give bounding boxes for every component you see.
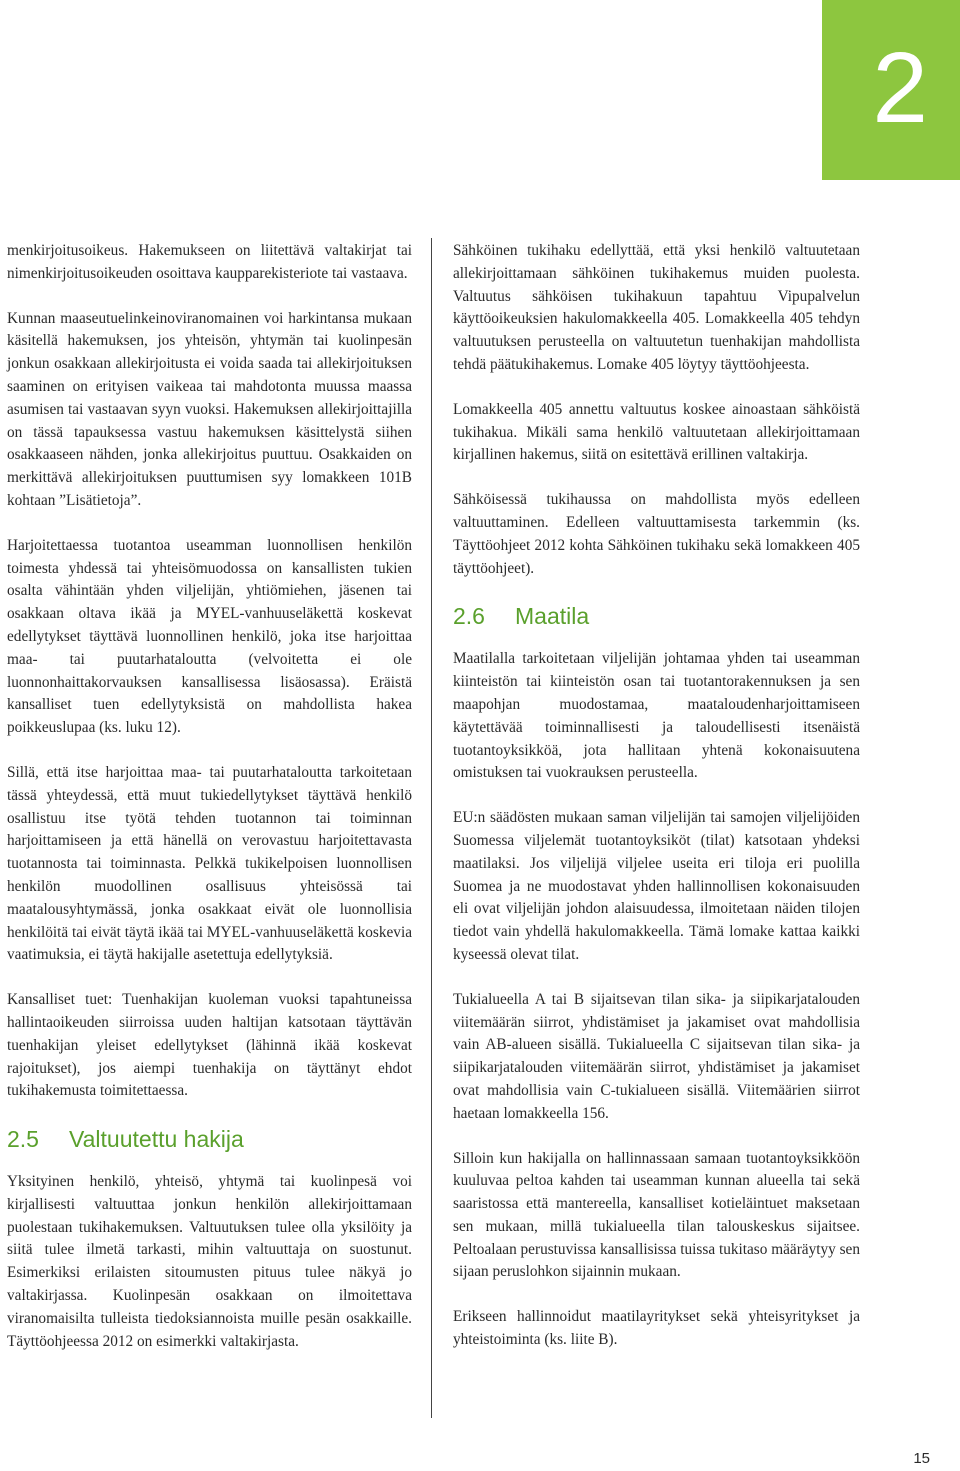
paragraph: Harjoitettaessa tuotantoa useamman luonnollisen henkilön toimesta yhdessä tai yhteisömuodossa on kansallisten tukien osalta vähintään yhden viljelijän, yhtiömiehen, jäsenen tai osakkaan oltava ikää ja MYEL-vanhuuseläkettä koskevat edellytykset täyttävä luonnollinen henkilö, joka itse harjoittaa maa- tai puutarhataloutta (velvoitetta ei ole luonnonhaittakorvauksen kansallisessa lisäosassa). Eräistä kansalliset tuen edellytyksistä on mahdollista hakea poikkeuslupaa (ks. luku 12). [7, 536, 412, 737]
paragraph: Yksityinen henkilö, yhteisö, yhtymä tai kuolinpesä voi kirjallisesti valtuuttaa jonkun henkilön allekirjoittamaan puolestaan tukihakemuksen. Valtuutuksen tulee olla yksilöity ja siitä tulee ilmetä tarkasti, mihin valtuuttaja on suostunut. Esimerkiksi erilaisten sitoumusten pituus tulee näkyä jo valtakirjassa. Kuolinpesän osakkaan on ilmoitettava viranomaisilta tulleista tiedoksiannoista muille pesän osakkaille. Täyttöohjeessa 2012 on esimerkki valtakirjasta. [7, 1173, 412, 1350]
paragraph: Tukialueella A tai B sijaitsevan tilan sika- ja siipikarjatalouden viitemäärän siirrot, yhdistämiset ja jakamiset ovat mahdollisia vain AB-alueen sisällä. Tukialueella C sijaitsevan tilan sika- ja siipikarjatalouden viitemäärän siirrot, yhdistämiset ja jakamiset ovat mahdollisia vain C-tukialueen sisällä. Viitemäärien siirrot haetaan lomakkeella 156. [453, 990, 860, 1122]
section-heading-2-6 [453, 602, 860, 630]
section-title: Maatila [515, 603, 590, 630]
paragraph: Sähköinen tukihaku edellyttää, että yksi henkilö valtuutetaan allekirjoittamaan sähköinen tukihakemus muiden puolesta. Valtuutus sähköisen tukihakuun tapahtuu Vipupalvelun käyttöoikeuksien hakulomakkeella 405. Lomakkeella 405 tehdyn valtuutuksen perusteella on valtuutetun tuenhakijan mahdollista tehdä päätukihakemus. Lomake 405 löytyy täyttöohjeesta. [453, 242, 860, 373]
section-heading-2-5 [7, 1125, 412, 1153]
right-column [453, 240, 860, 1374]
paragraph: Lomakkeella 405 annettu valtuutus koskee ainoastaan sähköistä tukihakua. Mikäli sama henkilö valtuutetaan allekirjoittamaan kirjallinen hakemus, siitä on esitettävä erillinen valtakirja. [453, 400, 860, 464]
paragraph: Kansalliset tuet: Tuenhakijan kuoleman vuoksi tapahtuneissa hallintaoikeuden siirroissa uuden haltijan katsotaan täyttävän tuenhakijan yleiset edellytykset (lähinnä ikää koskevat rajoitukset), jos aiempi tuenhakija on täyttänyt ehdot tukihakemusta toimitettaessa. [7, 991, 412, 1100]
left-column [7, 240, 412, 1375]
section-title: Valtuutettu hakija [69, 1126, 244, 1153]
chapter-tab [822, 0, 960, 180]
page-number: 15 [913, 1450, 930, 1467]
paragraph: Erikseen hallinnoidut maatilayritykset sekä yhteisyritykset ja yhteistoiminta (ks. liite B). [453, 1308, 860, 1349]
paragraph: menkirjoitusoikeus. Hakemukseen on liitettävä valtakirjat tai nimenkirjoitusoikeuden osoittava kaupparekisteriote tai vastaava. [7, 242, 412, 282]
paragraph: EU:n säädösten mukaan saman viljelijän tai samojen viljelijöiden Suomessa viljelemät tuotantoyksiköt (tilat) katsotaan yhdeksi maatilaksi. Jos viljelijä viljelee useita eri tiloja eri puolilla Suomea ja ne muodostavat yhden hallinnollisen kokonaisuuden eli ovat viljelijän johdon alaisuudessa, ilmoitetaan näiden tilojen tiedot vain yhdellä hakulomakkeella. Tämä lomake kattaa kaikki kyseessä olevat tilat. [453, 809, 860, 963]
section-number: 2.6 [453, 603, 485, 630]
paragraph: Maatilalla tarkoitetaan viljelijän johtamaa yhden tai useamman kiinteistön tai kiinteistön osan tai tuotantorakennuksen ja sen maapohjan muodostamaa, maataloudenharjoittamiseen käytettävää toiminnallisesti ja taloudellisesti itsenäistä tuotantoyksikköä, jota hallitaan yhtenä kokonaisuutena omistuksen tai vuokrauksen perusteella. [453, 650, 860, 782]
paragraph: Kunnan maaseutuelinkeinoviranomainen voi harkintansa mukaan käsitellä hakemuksen, jos yhteisön, yhtymän tai kuolinpesän jonkun osakkaan allekirjoitusta ei voida saada tai allekirjoituksen saaminen on erityisen vaikeaa tai mahdotonta muussa maassa asumisen tai vastaavan syyn vuoksi. Hakemuksen allekirjoittajilla on tässä tapauksessa vastuu hakemuksen käsittelystä siihen osakkaaseen nähden, jonka allekirjoitus puuttuu. Osakkaiden on merkittävä allekirjoituksen puuttumisen syy lomakkeen 101B kohtaan ”Lisätietoja”. [7, 309, 412, 509]
paragraph: Sillä, että itse harjoittaa maa- tai puutarhataloutta tarkoitetaan tässä yhteydessä, että muut tukiedellytykset täyttävä henkilö osallistuu itse työtä tehden tuotannon tai toiminnan harjoittamiseen ja että hänellä on verovastuu harjoitettavasta tuotannosta tai toiminnasta. Pelkkä tukikelpoisen luonnollisen henkilön muodollinen osallisuus yhteisössä tai maatalousyhtymässä, jonka osakkaat eivät ole luonnollisia henkilöitä tai eivät täytä ikää tai MYEL-vanhuuseläkettä koskevia vaatimuksia, ei täytä hakijalle asetettuja edellytyksiä. [7, 763, 412, 964]
paragraph: Silloin kun hakijalla on hallinnassaan samaan tuotantoyksikköön kuuluvaa peltoa kahden tai useamman kunnan alueella tai sekä saaristossa että mantereella, kansalliset kotieläintuet maksetaan sen mukaan, millä tukialueella tilan talouskeskus sijaitsee. Peltoalaan perustuvissa kansallisissa tuissa tukitaso määräytyy sen sijaan peruslohkon sijainnin mukaan. [453, 1149, 860, 1281]
column-divider [431, 238, 432, 1418]
chapter-number: 2 [872, 32, 928, 144]
paragraph: Sähköisessä tukihaussa on mahdollista myös edelleen valtuuttaminen. Edelleen valtuuttamisesta tarkemmin (ks. Täyttöohjeet 2012 kohta Sähköinen tukihaku sekä lomakkeen 405 täyttöohjeet). [453, 491, 860, 577]
section-number: 2.5 [7, 1126, 39, 1153]
